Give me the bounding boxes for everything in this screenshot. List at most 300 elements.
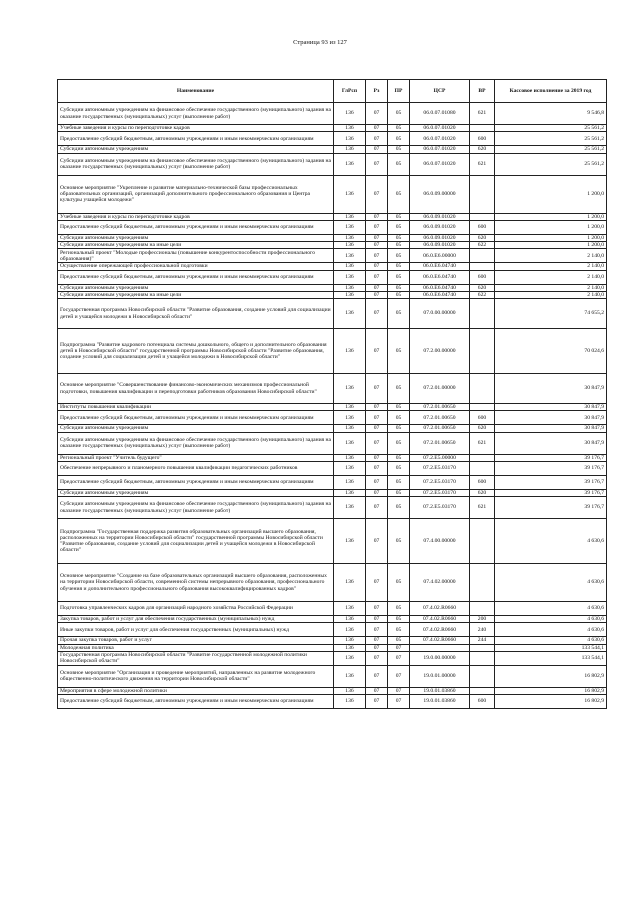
cell-vr: 621 — [470, 497, 495, 519]
header-sum: Кассовое исполнение за 2019 год — [495, 80, 607, 103]
cell-rz: 07 — [366, 153, 388, 175]
cell-pr: 05 — [388, 404, 410, 411]
cell-rz: 07 — [366, 637, 388, 644]
cell-vr: 600 — [470, 132, 495, 146]
cell-pr: 05 — [388, 616, 410, 623]
cell-name: Предоставление субсидий бюджетным, автономным учреждениям и иным некоммерческим организациям — [58, 270, 334, 284]
cell-grp: 136 — [334, 695, 366, 709]
cell-csr: 07.2.01.00000 — [410, 374, 470, 404]
cell-name: Обеспечение непрерывного и планомерного повышения квалификации педагогических работников — [58, 461, 334, 475]
cell-sum: 39 176,7 — [495, 489, 607, 496]
cell-rz: 07 — [366, 425, 388, 432]
cell-csr: 07.4.02.R0660 — [410, 623, 470, 637]
header-csr: ЦСР — [410, 80, 470, 103]
cell-pr: 05 — [388, 425, 410, 432]
cell-name: Подпрограмма "Развитие кадрового потенциала системы дошкольного, общего и дополнительного образования детей в Новосибирской области" государственной программы Новосибирской области "Развитие образования, создание условий для социализации детей и учащейся молодежи в Новосибирской области" — [58, 329, 334, 374]
cell-pr: 07 — [388, 651, 410, 665]
table-row — [58, 220, 607, 234]
cell-name: Подпрограмма "Государственная поддержка развития образовательных организаций высшего образования, расположенных на территории Новосибирской области" государственной программы Новосибирской области "Развитие образования, создание условий для социализации детей и учащейся молодежи в Новосибирской области" — [58, 519, 334, 564]
cell-sum: 9 546,8 — [495, 103, 607, 125]
table-row — [58, 497, 607, 519]
cell-rz: 07 — [366, 519, 388, 564]
cell-csr: 07.2.00.00000 — [410, 329, 470, 374]
cell-name: Учебные заведения и курсы по переподготовке кадров — [58, 125, 334, 132]
cell-csr: 07.4.02.R0660 — [410, 602, 470, 616]
cell-grp: 136 — [334, 284, 366, 291]
cell-pr: 05 — [388, 220, 410, 234]
cell-name: Основное мероприятие "Организация и проведение мероприятий, направленных на развитие молодежного общественно-политического движения на территории Новосибирской области" — [58, 665, 334, 687]
cell-rz: 07 — [366, 497, 388, 519]
table-row — [58, 242, 607, 249]
cell-vr — [470, 125, 495, 132]
cell-rz: 07 — [366, 602, 388, 616]
cell-vr — [470, 404, 495, 411]
cell-csr: 19.0.01.00000 — [410, 665, 470, 687]
cell-vr — [470, 249, 495, 263]
cell-vr — [470, 461, 495, 475]
cell-grp: 136 — [334, 687, 366, 694]
cell-rz: 07 — [366, 291, 388, 298]
cell-vr — [470, 665, 495, 687]
cell-csr: 07.0.00.00000 — [410, 299, 470, 329]
cell-grp: 136 — [334, 489, 366, 496]
cell-csr: 07.2.E5.03170 — [410, 497, 470, 519]
cell-pr: 05 — [388, 213, 410, 220]
table-row — [58, 687, 607, 694]
cell-pr: 07 — [388, 687, 410, 694]
cell-csr: 19.0.00.00000 — [410, 651, 470, 665]
cell-vr: 622 — [470, 242, 495, 249]
cell-pr: 05 — [388, 432, 410, 454]
cell-grp: 136 — [334, 234, 366, 241]
cell-pr: 07 — [388, 644, 410, 651]
cell-csr: 07.2.01.00650 — [410, 425, 470, 432]
cell-name: Предоставление субсидий бюджетным, автономным учреждениям и иным некоммерческим организациям — [58, 695, 334, 709]
header-name: Наименование — [58, 80, 334, 103]
cell-csr: 06.0.07.01020 — [410, 146, 470, 153]
budget-execution-table — [57, 79, 607, 709]
cell-name: Предоставление субсидий бюджетным, автономным учреждениям и иным некоммерческим организациям — [58, 220, 334, 234]
cell-grp: 136 — [334, 651, 366, 665]
cell-sum: 16 802,9 — [495, 665, 607, 687]
cell-pr: 05 — [388, 299, 410, 329]
cell-pr: 05 — [388, 461, 410, 475]
cell-rz: 07 — [366, 175, 388, 213]
cell-rz: 07 — [366, 644, 388, 651]
cell-vr — [470, 374, 495, 404]
cell-rz: 07 — [366, 687, 388, 694]
cell-csr: 06.0.E6.04740 — [410, 263, 470, 270]
cell-name: Закупка товаров, работ и услуг для обеспечения государственных (муниципальных) нужд — [58, 616, 334, 623]
cell-csr: 07.2.E5.00000 — [410, 454, 470, 461]
cell-grp: 136 — [334, 153, 366, 175]
cell-pr: 05 — [388, 242, 410, 249]
cell-rz: 07 — [366, 432, 388, 454]
cell-grp: 136 — [334, 475, 366, 489]
cell-vr: 600 — [470, 695, 495, 709]
cell-rz: 07 — [366, 695, 388, 709]
header-rz: Рз — [366, 80, 388, 103]
table-row — [58, 665, 607, 687]
cell-pr: 05 — [388, 411, 410, 425]
cell-csr: 19.0.01.03860 — [410, 695, 470, 709]
table-row — [58, 602, 607, 616]
cell-rz: 07 — [366, 132, 388, 146]
cell-pr: 05 — [388, 146, 410, 153]
table-row — [58, 153, 607, 175]
table-row — [58, 374, 607, 404]
cell-name: Институты повышения квалификации — [58, 404, 334, 411]
cell-grp: 136 — [334, 454, 366, 461]
cell-sum: 30 847,9 — [495, 432, 607, 454]
cell-sum: 2 140,0 — [495, 249, 607, 263]
cell-vr — [470, 329, 495, 374]
cell-vr — [470, 687, 495, 694]
table-row — [58, 651, 607, 665]
table-row — [58, 411, 607, 425]
table-row — [58, 564, 607, 602]
cell-csr: 06.0.09.01020 — [410, 220, 470, 234]
cell-sum: 16 802,9 — [495, 695, 607, 709]
cell-csr: 07.2.01.00650 — [410, 432, 470, 454]
cell-sum: 133 544,1 — [495, 644, 607, 651]
cell-grp: 136 — [334, 411, 366, 425]
cell-csr: 07.2.01.00650 — [410, 411, 470, 425]
cell-pr: 05 — [388, 153, 410, 175]
table-row — [58, 270, 607, 284]
cell-name: Основное мероприятие "Создание на базе образовательных организаций высшего образования, расположенных на территории Новосибирской области, современной системы непрерывного образования, профессионального обучения и дополнительного профессионального образования высококвалифицированных кадров" — [58, 564, 334, 602]
cell-csr: 06.0.07.01020 — [410, 132, 470, 146]
cell-pr: 05 — [388, 475, 410, 489]
table-row — [58, 644, 607, 651]
cell-sum: 30 847,9 — [495, 404, 607, 411]
cell-vr — [470, 651, 495, 665]
table-row — [58, 519, 607, 564]
cell-rz: 07 — [366, 404, 388, 411]
table-row — [58, 454, 607, 461]
cell-rz: 07 — [366, 284, 388, 291]
cell-rz: 07 — [366, 454, 388, 461]
header-vr: ВР — [470, 80, 495, 103]
cell-sum: 2 140,0 — [495, 263, 607, 270]
cell-grp: 136 — [334, 175, 366, 213]
cell-pr: 05 — [388, 374, 410, 404]
header-grp: ГлРсп — [334, 80, 366, 103]
cell-rz: 07 — [366, 461, 388, 475]
cell-pr: 05 — [388, 175, 410, 213]
cell-sum: 30 847,9 — [495, 411, 607, 425]
cell-pr: 05 — [388, 497, 410, 519]
cell-grp: 136 — [334, 616, 366, 623]
cell-grp: 136 — [334, 602, 366, 616]
cell-vr: 621 — [470, 432, 495, 454]
table-row — [58, 425, 607, 432]
cell-grp: 136 — [334, 329, 366, 374]
cell-grp: 136 — [334, 404, 366, 411]
table-header-row — [58, 80, 607, 103]
cell-grp: 136 — [334, 270, 366, 284]
cell-sum: 1 200,0 — [495, 213, 607, 220]
cell-rz: 07 — [366, 146, 388, 153]
cell-vr: 620 — [470, 284, 495, 291]
table-row — [58, 432, 607, 454]
cell-rz: 07 — [366, 564, 388, 602]
cell-sum: 25 561,2 — [495, 146, 607, 153]
cell-grp: 136 — [334, 665, 366, 687]
cell-pr: 05 — [388, 329, 410, 374]
table-row — [58, 623, 607, 637]
cell-name: Субсидии автономным учреждениям — [58, 234, 334, 241]
cell-csr: 06.0.07.01020 — [410, 125, 470, 132]
cell-pr: 05 — [388, 132, 410, 146]
cell-name: Осуществление опережающей профессиональной подготовки — [58, 263, 334, 270]
cell-name: Субсидии автономным учреждениям — [58, 146, 334, 153]
table-row — [58, 637, 607, 644]
cell-sum: 1 200,0 — [495, 220, 607, 234]
cell-vr — [470, 454, 495, 461]
cell-vr: 620 — [470, 234, 495, 241]
cell-name: Субсидии автономным учреждениям — [58, 489, 334, 496]
cell-grp: 136 — [334, 564, 366, 602]
cell-name: Прочая закупка товаров, работ и услуг — [58, 637, 334, 644]
table-row — [58, 132, 607, 146]
cell-grp: 136 — [334, 242, 366, 249]
cell-sum: 4 630,6 — [495, 637, 607, 644]
cell-sum: 2 140,0 — [495, 284, 607, 291]
cell-sum: 39 176,7 — [495, 475, 607, 489]
cell-sum: 70 024,6 — [495, 329, 607, 374]
cell-pr: 05 — [388, 637, 410, 644]
cell-sum: 2 140,0 — [495, 291, 607, 298]
cell-name: Субсидии автономным учреждениям на иные цели — [58, 242, 334, 249]
cell-grp: 136 — [334, 461, 366, 475]
cell-name: Субсидии автономным учреждениям на финансовое обеспечение государственного (муниципального) задания на оказание государственных (муниципальных) услуг (выполнение работ) — [58, 432, 334, 454]
cell-name: Основное мероприятие "Совершенствование финансово-экономических механизмов профессиональной подготовки, повышения квалификации и переподготовки работников образования Новосибирской области" — [58, 374, 334, 404]
cell-sum: 1 200,0 — [495, 175, 607, 213]
cell-vr: 240 — [470, 623, 495, 637]
cell-vr — [470, 602, 495, 616]
cell-rz: 07 — [366, 270, 388, 284]
cell-csr: 06.0.E6.04740 — [410, 284, 470, 291]
cell-csr: 07.2.E5.03170 — [410, 489, 470, 496]
table-row — [58, 475, 607, 489]
cell-name: Субсидии автономным учреждениям на иные цели — [58, 291, 334, 298]
cell-pr: 05 — [388, 291, 410, 298]
cell-sum: 30 847,9 — [495, 425, 607, 432]
cell-csr — [410, 644, 470, 651]
table-row — [58, 263, 607, 270]
table-row — [58, 249, 607, 263]
table-row — [58, 291, 607, 298]
cell-grp: 136 — [334, 220, 366, 234]
cell-csr: 06.0.09.01020 — [410, 213, 470, 220]
cell-csr: 06.0.09.00000 — [410, 175, 470, 213]
cell-rz: 07 — [366, 249, 388, 263]
cell-grp: 136 — [334, 519, 366, 564]
cell-csr: 06.0.E6.04740 — [410, 270, 470, 284]
cell-sum: 25 561,2 — [495, 153, 607, 175]
cell-csr: 06.0.07.01080 — [410, 103, 470, 125]
cell-pr: 05 — [388, 249, 410, 263]
cell-rz: 07 — [366, 411, 388, 425]
cell-name: Предоставление субсидий бюджетным, автономным учреждениям и иным некоммерческим организациям — [58, 475, 334, 489]
cell-pr: 05 — [388, 234, 410, 241]
cell-name: Государственная программа Новосибирской области "Развитие государственной молодежной политики Новосибирской области" — [58, 651, 334, 665]
cell-csr: 07.4.02.00000 — [410, 564, 470, 602]
cell-rz: 07 — [366, 475, 388, 489]
cell-sum: 39 176,7 — [495, 454, 607, 461]
table-row — [58, 234, 607, 241]
cell-grp: 136 — [334, 623, 366, 637]
cell-pr: 05 — [388, 270, 410, 284]
cell-grp: 136 — [334, 249, 366, 263]
cell-name: Мероприятия в сфере молодежной политики — [58, 687, 334, 694]
cell-pr: 07 — [388, 665, 410, 687]
cell-grp: 136 — [334, 425, 366, 432]
cell-sum: 39 176,7 — [495, 461, 607, 475]
cell-vr — [470, 299, 495, 329]
cell-csr: 07.2.E5.03170 — [410, 475, 470, 489]
cell-sum: 4 630,6 — [495, 519, 607, 564]
cell-grp: 136 — [334, 103, 366, 125]
cell-sum: 1 200,0 — [495, 242, 607, 249]
cell-vr: 620 — [470, 425, 495, 432]
cell-pr: 05 — [388, 454, 410, 461]
cell-sum: 4 630,6 — [495, 623, 607, 637]
cell-grp: 136 — [334, 374, 366, 404]
cell-vr: 622 — [470, 291, 495, 298]
cell-sum: 25 561,2 — [495, 132, 607, 146]
cell-pr: 05 — [388, 263, 410, 270]
cell-csr: 06.0.E6.00000 — [410, 249, 470, 263]
cell-name: Субсидии автономным учреждениям — [58, 425, 334, 432]
cell-vr: 621 — [470, 153, 495, 175]
cell-csr: 07.4.02.R0660 — [410, 616, 470, 623]
cell-grp: 136 — [334, 132, 366, 146]
cell-name: Региональный проект "Учитель будущего" — [58, 454, 334, 461]
cell-sum: 4 630,6 — [495, 602, 607, 616]
cell-csr: 07.2.01.00650 — [410, 404, 470, 411]
table-body — [58, 103, 607, 709]
cell-grp: 136 — [334, 263, 366, 270]
cell-rz: 07 — [366, 213, 388, 220]
cell-csr: 06.0.07.01020 — [410, 153, 470, 175]
cell-grp: 136 — [334, 299, 366, 329]
cell-name: Подготовка управленческих кадров для организаций народного хозяйства Российской Федерации — [58, 602, 334, 616]
table-row — [58, 404, 607, 411]
header-pr: ПР — [388, 80, 410, 103]
cell-vr — [470, 175, 495, 213]
cell-pr: 05 — [388, 623, 410, 637]
cell-vr: 600 — [470, 270, 495, 284]
cell-rz: 07 — [366, 616, 388, 623]
table-row — [58, 213, 607, 220]
table-row — [58, 461, 607, 475]
cell-grp: 136 — [334, 291, 366, 298]
cell-name: Государственная программа Новосибирской области "Развитие образования, создание условий для социализации детей и учащейся молодежи в Новосибирской области" — [58, 299, 334, 329]
cell-grp: 136 — [334, 432, 366, 454]
cell-pr: 05 — [388, 125, 410, 132]
cell-vr — [470, 564, 495, 602]
cell-rz: 07 — [366, 103, 388, 125]
cell-name: Субсидии автономным учреждениям на финансовое обеспечение государственного (муниципального) задания на оказание государственных (муниципальных) услуг (выполнение работ) — [58, 103, 334, 125]
cell-csr: 07.2.E5.03170 — [410, 461, 470, 475]
cell-sum: 4 630,6 — [495, 564, 607, 602]
table-row — [58, 103, 607, 125]
cell-name: Субсидии автономным учреждениям на финансовое обеспечение государственного (муниципального) задания на оказание государственных (муниципальных) услуг (выполнение работ) — [58, 153, 334, 175]
cell-rz: 07 — [366, 242, 388, 249]
cell-csr: 06.0.09.01020 — [410, 242, 470, 249]
cell-pr: 05 — [388, 103, 410, 125]
table-row — [58, 284, 607, 291]
cell-grp: 136 — [334, 125, 366, 132]
table-row — [58, 616, 607, 623]
cell-sum: 2 140,0 — [495, 270, 607, 284]
page-header: Страница 93 из 127 — [293, 39, 347, 46]
cell-rz: 07 — [366, 489, 388, 496]
cell-name: Молодежная политика — [58, 644, 334, 651]
cell-rz: 07 — [366, 374, 388, 404]
table-row — [58, 146, 607, 153]
cell-name: Субсидии автономным учреждениям на финансовое обеспечение государственного (муниципального) задания на оказание государственных (муниципальных) услуг (выполнение работ) — [58, 497, 334, 519]
table-row — [58, 695, 607, 709]
cell-rz: 07 — [366, 623, 388, 637]
cell-name: Предоставление субсидий бюджетным, автономным учреждениям и иным некоммерческим организациям — [58, 411, 334, 425]
cell-sum: 1 200,0 — [495, 234, 607, 241]
cell-sum: 74 655,2 — [495, 299, 607, 329]
cell-csr: 19.0.01.03860 — [410, 687, 470, 694]
table-row — [58, 175, 607, 213]
cell-name: Региональный проект "Молодые профессионалы (повышение конкурентоспособности профессионального образования)" — [58, 249, 334, 263]
cell-name: Основное мероприятие "Укрепление и развитие материально-технической базы профессиональных образовательных организаций, организаций дополнительного профессионального образования и Центра культуры учащейся молодежи" — [58, 175, 334, 213]
cell-name: Иные закупки товаров, работ и услуг для обеспечения государственных (муниципальных) нужд — [58, 623, 334, 637]
cell-sum: 133 544,1 — [495, 651, 607, 665]
cell-csr: 07.4.02.R0660 — [410, 637, 470, 644]
cell-vr: 200 — [470, 616, 495, 623]
cell-vr: 620 — [470, 146, 495, 153]
cell-name: Субсидии автономным учреждениям — [58, 284, 334, 291]
cell-grp: 136 — [334, 497, 366, 519]
cell-pr: 05 — [388, 489, 410, 496]
cell-pr: 07 — [388, 695, 410, 709]
cell-pr: 05 — [388, 284, 410, 291]
cell-rz: 07 — [366, 665, 388, 687]
cell-rz: 07 — [366, 125, 388, 132]
table-row — [58, 299, 607, 329]
cell-vr: 244 — [470, 637, 495, 644]
cell-vr: 600 — [470, 411, 495, 425]
table-row — [58, 329, 607, 374]
cell-sum: 4 630,6 — [495, 616, 607, 623]
cell-vr: 600 — [470, 475, 495, 489]
cell-vr: 621 — [470, 103, 495, 125]
cell-csr: 06.0.09.01020 — [410, 234, 470, 241]
cell-vr — [470, 644, 495, 651]
cell-csr: 06.0.E6.04740 — [410, 291, 470, 298]
cell-pr: 05 — [388, 519, 410, 564]
cell-pr: 05 — [388, 564, 410, 602]
cell-vr — [470, 519, 495, 564]
cell-pr: 05 — [388, 602, 410, 616]
cell-rz: 07 — [366, 651, 388, 665]
cell-sum: 16 802,9 — [495, 687, 607, 694]
cell-rz: 07 — [366, 220, 388, 234]
table-row — [58, 125, 607, 132]
table-row — [58, 489, 607, 496]
cell-sum: 30 847,9 — [495, 374, 607, 404]
cell-grp: 136 — [334, 146, 366, 153]
cell-vr — [470, 213, 495, 220]
